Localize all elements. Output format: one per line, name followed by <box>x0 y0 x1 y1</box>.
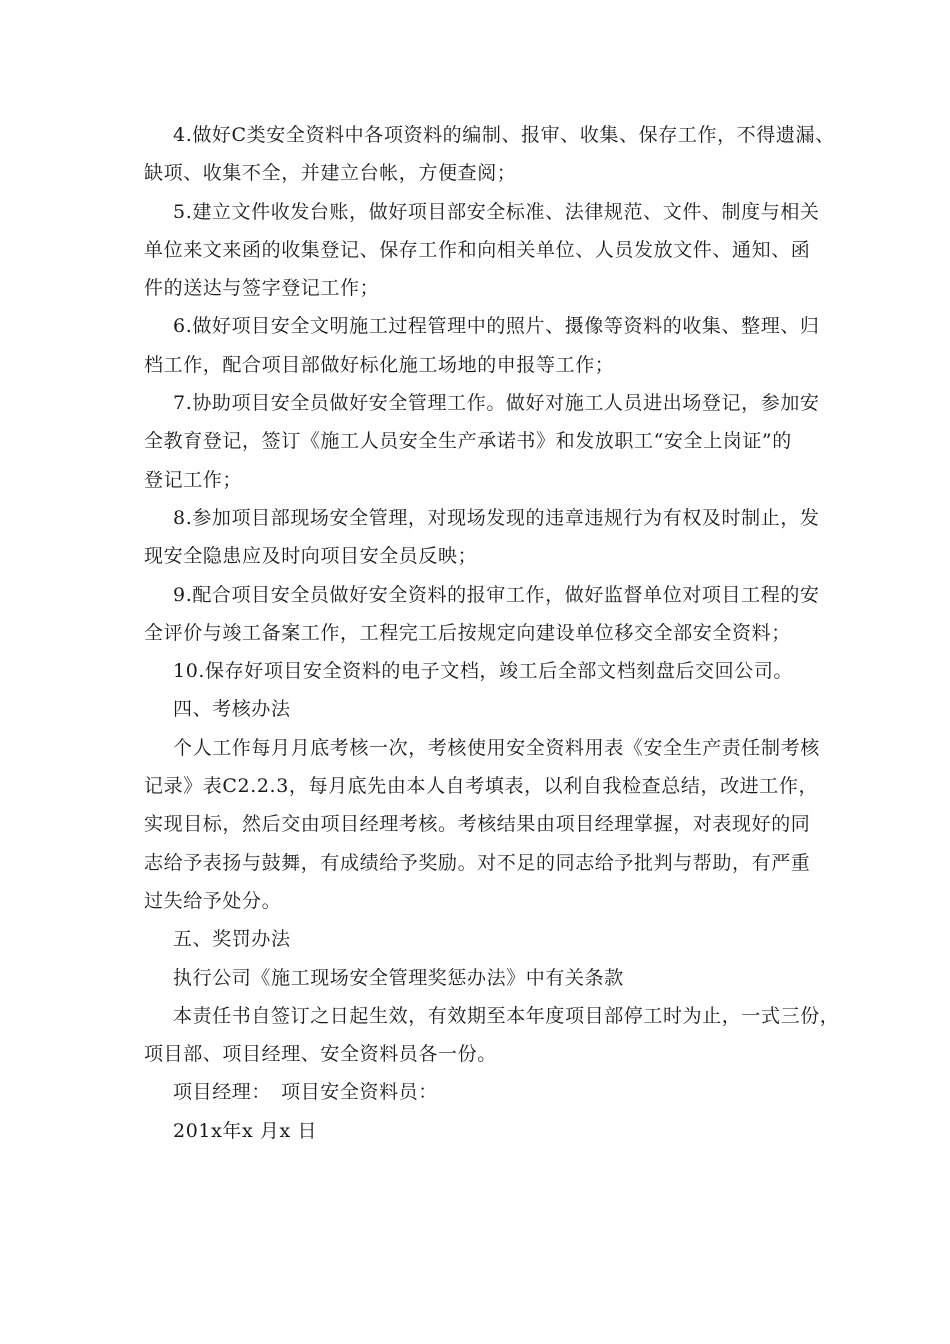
text-line: 过失给予处分。 <box>144 889 282 912</box>
text-line: 6.做好项目安全文明施工过程管理中的照片、摄像等资料的收集、整理、归 <box>173 315 820 338</box>
text-line: 登记工作； <box>144 468 243 491</box>
text-line: 4.做好C类安全资料中各项资料的编制、报审、收集、保存工作，不得遗漏、 <box>173 124 835 146</box>
text-line: 10.保存好项目安全资料的电子文档，竣工后全部文档刻盘后交回公司。 <box>173 660 794 683</box>
text-line: 5.建立文件收发台账，做好项目部安全标准、法律规范、文件、制度与相关 <box>173 200 820 223</box>
text-line: 件的送达与签字登记工作； <box>144 277 380 300</box>
text-line: 记录》表C2.2.3，每月底先由本人自考填表，以利自我检查总结，改进工作， <box>144 775 819 798</box>
text-line: 现安全隐患应及时向项目安全员反映； <box>144 545 478 568</box>
text-line: 7.协助项目安全员做好安全管理工作。做好对施工人员进出场登记，参加安 <box>173 392 820 415</box>
signature-line: 项目经理： 项目安全资料员： <box>173 1081 438 1104</box>
text-line: 个人工作每月月底考核一次，考核使用安全资料用表《安全生产责任制考核 <box>173 736 820 759</box>
text-line: 项目部、项目经理、安全资料员各一份。 <box>144 1043 497 1066</box>
text-line: 8.参加项目部现场安全管理，对现场发现的违章违规行为有权及时制止，发 <box>173 506 820 529</box>
text-line: 单位来文来函的收集登记、保存工作和向相关单位、人员发放文件、通知、函 <box>144 238 811 261</box>
document-body <box>144 116 840 1150</box>
section-heading: 五、奖罚办法 <box>173 928 291 951</box>
text-line: 执行公司《施工现场安全管理奖惩办法》中有关条款 <box>173 966 624 989</box>
text-line: 实现目标，然后交由项目经理考核。考核结果由项目经理掌握，对表现好的同 <box>144 813 811 836</box>
text-line: 志给予表扬与鼓舞，有成绩给予奖励。对不足的同志给予批判与帮助，有严重 <box>144 851 811 874</box>
date-line: 201x年x 月x 日 <box>173 1119 318 1142</box>
text-line: 本责任书自签订之日起生效，有效期至本年度项目部停工时为止，一式三份， <box>173 1004 840 1027</box>
text-line: 档工作，配合项目部做好标化施工场地的申报等工作； <box>144 353 615 376</box>
text-line: 缺项、收集不全，并建立台帐，方便查阅； <box>144 162 517 185</box>
section-heading: 四、考核办法 <box>173 698 291 721</box>
text-line: 全教育登记，签订《施工人员安全生产承诺书》和发放职工“安全上岗证”的 <box>144 430 792 453</box>
text-line: 9.配合项目安全员做好安全资料的报审工作，做好监督单位对项目工程的安 <box>173 583 820 606</box>
text-line: 全评价与竣工备案工作，工程完工后按规定向建设单位移交全部安全资料； <box>144 621 791 644</box>
